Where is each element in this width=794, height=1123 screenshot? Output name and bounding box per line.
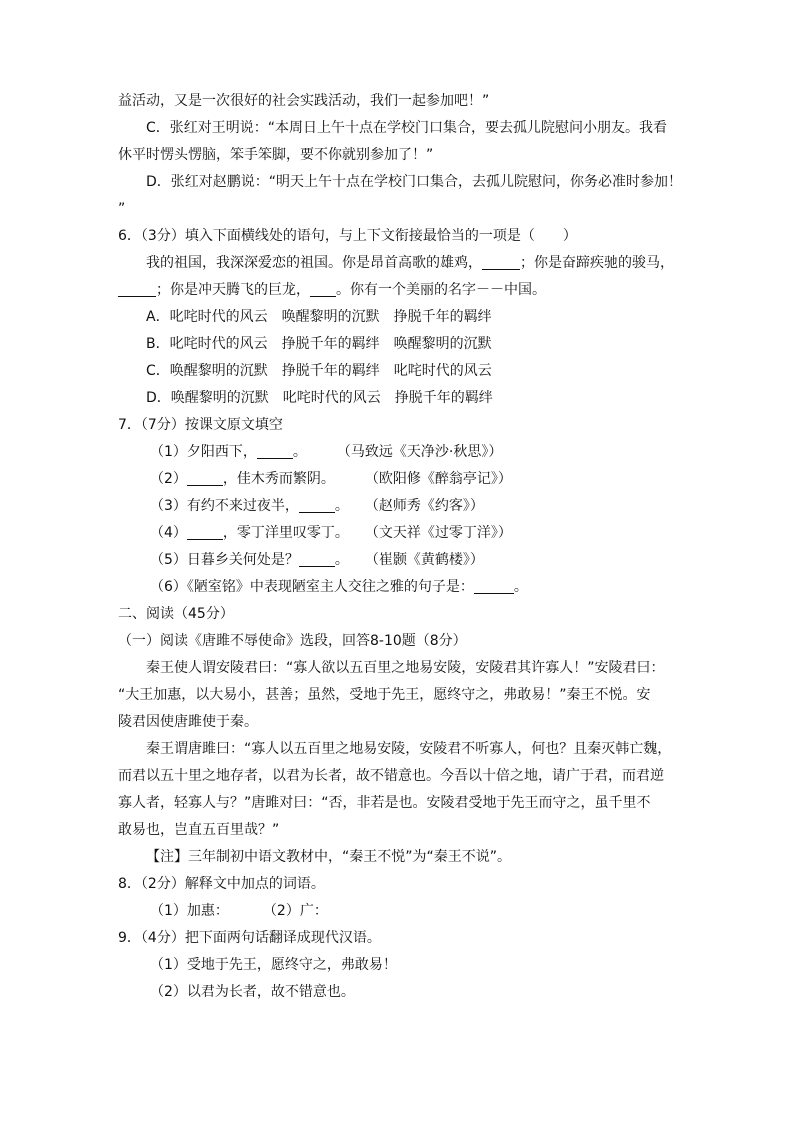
answer-blank[interactable]: [310, 279, 336, 297]
answer-blank[interactable]: [299, 549, 335, 567]
passage-line: “大王加惠，以大易小，甚善；虽然，受地于先王，愿终守之，弗敢易！”秦王不悦。安: [118, 687, 651, 703]
q7-text: 。: [292, 444, 307, 460]
question-7-item-2: [118, 466, 678, 493]
q7-text: （6）《陋室铭》中表现陋室主人交往之雅的句子是：: [150, 579, 474, 595]
q7-source: （崔颢《黄鹤楼》）: [364, 552, 484, 568]
question-7-item-4: [118, 520, 678, 547]
answer-blank[interactable]: [299, 495, 335, 513]
question-6-stem: 6．（3分）填入下面横线处的语句，与上下文衔接最恰当的一项是（ ）: [118, 228, 577, 244]
q7-text: ，佳木秀而繁阴。: [222, 471, 335, 487]
q7-text: （2）: [150, 471, 187, 487]
answer-blank[interactable]: [482, 252, 520, 270]
option-d-line2: ”: [118, 201, 126, 217]
passage-line: 寡人者，轻寡人与？”唐雎对曰：“否，非若是也。安陵君受地于先王而守之，虽千里不: [118, 795, 651, 811]
subsection-1-heading: （一）阅读《唐雎不辱使命》选段，回答8-10题（8分）: [118, 633, 467, 649]
q6-text-part: 。你有一个美丽的名字－－中国。: [336, 282, 546, 298]
question-6-text-line1: [118, 250, 678, 277]
answer-blank[interactable]: [257, 441, 293, 459]
q7-source: （马致远《天净沙·秋思》）: [336, 444, 503, 460]
question-9-item-1: （1）受地于先王，愿终守之，弗敢易！: [150, 957, 397, 973]
passage-line: 而君以五十里之地存者，以君为长者，故不错意也。今吾以十倍之地，请广于君，而君逆: [118, 768, 664, 784]
q7-source: （欧阳修《醉翁亭记》）: [364, 471, 512, 487]
q7-text: （4）: [150, 525, 187, 541]
passage-line: 秦王谓唐雎曰：“寡人以五百里之地易安陵，安陵君不听寡人，何也？且秦灭韩亡魏，: [146, 741, 672, 757]
q7-source: （赵师秀《约客》）: [364, 498, 484, 514]
exam-page: [118, 88, 683, 1006]
answer-blank[interactable]: [118, 279, 156, 297]
q8-item: （2）广：: [262, 903, 328, 919]
option-c-line2: 休平时愣头愣脑，笨手笨脚，要不你就别参加了！”: [118, 147, 434, 163]
q7-text: （5）日暮乡关何处是？: [150, 552, 299, 568]
q6-text-part: ；你是冲天腾飞的巨龙，: [156, 282, 310, 298]
question-6-text-line2: [118, 277, 678, 304]
q7-text: 。: [334, 498, 349, 514]
question-9-item-2: （2）以君为长者，故不错意也。: [150, 984, 355, 1000]
question-6-option-b[interactable]: B．叱咤时代的风云 挣脱千年的羁绊 唤醒黎明的沉默: [146, 336, 492, 352]
q7-text: （1）夕阳西下，: [150, 444, 257, 460]
q7-text: 。: [334, 552, 349, 568]
passage-line: 敢易也，岂直五百里哉？”: [118, 822, 280, 838]
option-c-line1: C．张红对王明说：“本周日上午十点在学校门口集合，要去孤儿院慰问小朋友。我看: [146, 120, 668, 136]
answer-blank[interactable]: [187, 468, 223, 486]
question-6-option-c[interactable]: C．唤醒黎明的沉默 挣脱千年的羁绊 叱咤时代的风云: [146, 363, 492, 379]
question-6-option-a[interactable]: A．叱咤时代的风云 唤醒黎明的沉默 挣脱千年的羁绊: [146, 309, 492, 325]
answer-blank[interactable]: [474, 576, 514, 594]
passage-line: 秦王使人谓安陵君曰：“寡人欲以五百里之地易安陵，安陵君其许寡人！”安陵君曰：: [146, 660, 665, 676]
passage-line: 陵君因使唐雎使于秦。: [118, 714, 258, 730]
question-8-stem: 8．（2分）解释文中加点的词语。: [118, 876, 325, 892]
section-2-heading: 二、阅读（45分）: [118, 606, 234, 622]
q8-item: （1）加惠：: [150, 903, 229, 919]
passage-note: 【注】三年制初中语文教材中，“秦王不悦”为“秦王不说”。: [146, 849, 512, 865]
question-7-item-3: [118, 493, 678, 520]
question-7-item-5: [118, 547, 678, 574]
question-8-items: [118, 898, 678, 925]
question-6-option-d[interactable]: D．唤醒黎明的沉默 叱咤时代的风云 挣脱千年的羁绊: [146, 390, 493, 406]
question-7-item-1: [118, 439, 678, 466]
text-line: 益活动，又是一次很好的社会实践活动，我们一起参加吧！”: [118, 93, 490, 109]
answer-blank[interactable]: [187, 522, 223, 540]
q7-text: 。: [513, 579, 528, 595]
q7-text: （3）有约不来过夜半，: [150, 498, 299, 514]
question-9-stem: 9．（4分）把下面两句话翻译成现代汉语。: [118, 930, 381, 946]
question-7-stem: 7．（7分）按课文原文填空: [118, 417, 283, 433]
q6-text-part: ；你是奋蹄疾驰的骏马，: [520, 255, 674, 271]
option-d-line1: D．张红对赵鹏说：“明天上午十点在学校门口集合，去孤儿院慰问，你务必准时参加！: [146, 174, 683, 190]
question-7-item-6: [118, 574, 678, 601]
q7-text: ，零丁洋里叹零丁。: [222, 525, 349, 541]
q7-source: （文天祥《过零丁洋》）: [364, 525, 512, 541]
q6-text-part: 我的祖国，我深深爱恋的祖国。你是昂首高歌的雄鸡，: [146, 255, 482, 271]
